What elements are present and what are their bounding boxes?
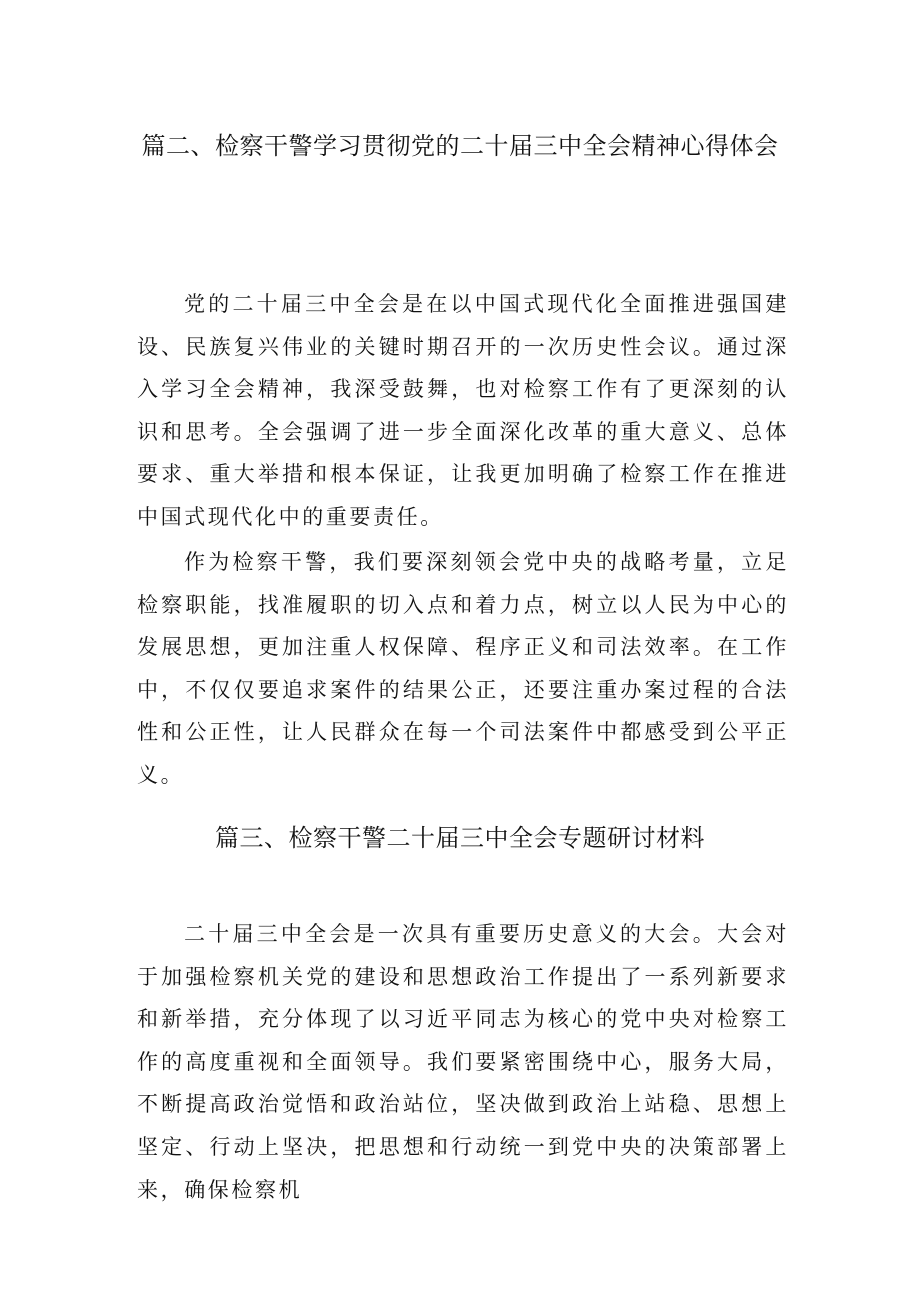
section-three-paragraph-1: 二十届三中全会是一次具有重要历史意义的大会。大会对于加强检察机关党的建设和思想政治工作提出了一系列新要求和新举措，充分体现了以习近平同志为核心的党中央对检察工作的高度重视和全面领导。我们要紧密围绕中心，服务大局，不断提高政治觉悟和政治站位，坚决做到政治上站稳、思想上坚定、行动上坚决，把思想和行动统一到党中央的决策部署上来，确保检察机 bbox=[137, 922, 789, 1202]
section-three-title: 篇三、检察干警二十届三中全会专题研讨材料 bbox=[215, 824, 705, 852]
section-two-paragraph-1: 党的二十届三中全会是在以中国式现代化全面推进强国建设、民族复兴伟业的关键时期召开的一次历史性会议。通过深入学习全会精神，我深受鼓舞，也对检察工作有了更深刻的认识和思考。全会强调了进一步全面深化改革的重大意义、总体要求、重大举措和根本保证，让我更加明确了检察工作在推进中国式现代化中的重要责任。 bbox=[137, 292, 789, 529]
section-two-title: 篇二、检察干警学习贯彻党的二十届三中全会精神心得体会 bbox=[141, 132, 779, 160]
section-two-paragraph-2: 作为检察干警，我们要深刻领会党中央的战略考量，立足检察职能，找准履职的切入点和着力点，树立以人民为中心的发展思想，更加注重人权保障、程序正义和司法效率。在工作中，不仅仅要追求案件的结果公正，还要注重办案过程的合法性和公正性，让人民群众在每一个司法案件中都感受到公平正义。 bbox=[137, 550, 789, 787]
